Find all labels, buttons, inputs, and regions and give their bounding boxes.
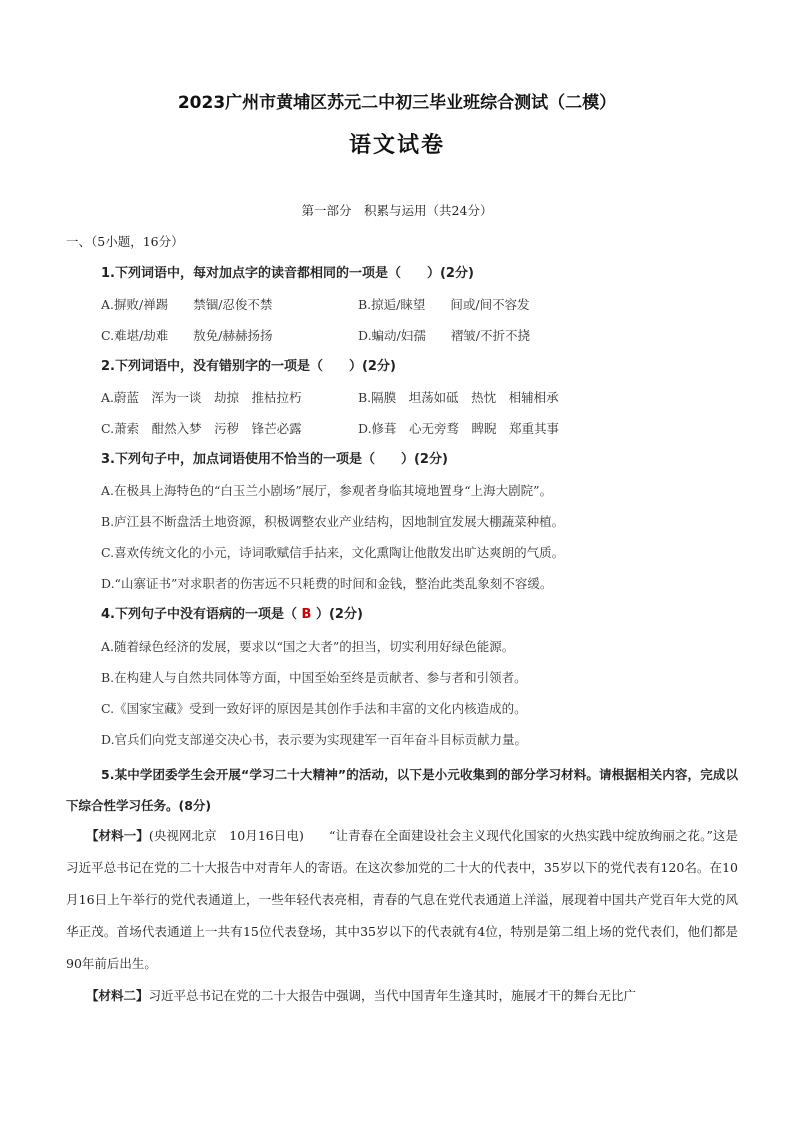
q4-stem-pre: 4.下列句子中没有语病的一项是（	[101, 607, 297, 622]
q3-option-b: B.庐江县不断盘活土地资源，积极调整农业产业结构，因地制宜发展大棚蔬菜种植。	[101, 514, 565, 529]
q4-option-b: B.在构建人与自然共同体等方面，中国至始至终是贡献者、参与者和引领者。	[101, 670, 527, 685]
material-1-label: 【材料一】	[86, 828, 149, 843]
part-heading: 第一部分 积累与运用（共24分）	[301, 203, 493, 218]
q1-option-a: A.摒败/禅踢 禁锢/忍俊不禁	[101, 297, 273, 312]
question-2-stem: 2.下列词语中，没有错别字的一项是（ ）(2分)	[101, 359, 396, 374]
q2-option-a: A.蔚蓝 浑为一谈 劫掠 推枯拉朽	[101, 390, 302, 405]
question-3-stem: 3.下列句子中，加点词语使用不恰当的一项是（ ）(2分)	[101, 452, 448, 467]
q4-stem-post: ）(2分)	[315, 607, 363, 622]
q1-option-b: B.掠逅/睐望 间或/间不容发	[358, 297, 530, 312]
q3-option-a: A.在极具上海特色的“白玉兰小剧场”展厅，参观者身临其境地置身“上海大剧院”。	[101, 483, 553, 498]
q2-option-c: C.萧索 酣然入梦 污秽 锋芒必露	[101, 421, 302, 436]
q4-option-d: D.官兵们向党支部递交决心书，表示要为实现建军一百年奋斗目标贡献力量。	[101, 732, 528, 747]
q4-answer: B	[301, 607, 312, 622]
exam-title: 2023广州市黄埔区苏元二中初三毕业班综合测试（二模）	[177, 93, 617, 113]
q4-option-c: C.《国家宝藏》受到一致好评的原因是其创作手法和丰富的文化内核造成的。	[101, 701, 527, 716]
q2-option-b: B.隔膜 坦荡如砥 热忱 相辅相承	[358, 390, 559, 405]
q3-option-d: D.“山寨证书”对求职者的伤害远不只耗费的时间和金钱，整治此类乱象刻不容缓。	[101, 576, 553, 591]
q4-option-a: A.随着绿色经济的发展，要求以“国之大者”的担当，切实利用好绿色能源。	[101, 639, 515, 654]
question-1-stem: 1.下列词语中，每对加点字的读音都相同的一项是（ ）(2分)	[101, 266, 474, 281]
material-1-text: (央视网北京 10月16日电) “让青春在全面建设社会主义现代化国家的火热实践中绽放绚丽之花。”这是习近平总书记在党的二十大报告中对青年人的寄语。在这次参加党的二十大的代表中，35岁以下的党代表有120名。在10月16日上午举行的党代表通道上，一些年轻代表亮相，青春的气息在党代表通道上洋溢，展现着中国共产党百年大党的风华正茂。首场代表通道上一共有15位代表登场，其中35岁以下的代表就有4位，特别是第二组上场的党代表们，他们都是90年前后出生。	[66, 828, 738, 971]
material-2-text: 习近平总书记在党的二十大报告中强调，当代中国青年生逢其时，施展才干的舞台无比广	[148, 988, 637, 1003]
exam-subtitle: 语文试卷	[348, 133, 445, 158]
question-4-stem	[101, 605, 363, 625]
material-2-label: 【材料二】	[86, 988, 149, 1003]
q1-option-c: C.难堪/劫难 敖免/赫赫扬扬	[101, 328, 273, 343]
q1-option-d: D.蝙动/妇孺 褶皱/不折不挠	[358, 328, 530, 343]
section-heading: 一、（5小题，16分）	[66, 234, 184, 249]
material-2	[66, 980, 738, 1012]
q2-option-d: D.修葺 心无旁骛 睥睨 郑重其事	[358, 421, 560, 436]
q3-option-c: C.喜欢传统文化的小元，诗词歌赋信手拈来，文化熏陶让他散发出旷达爽朗的气质。	[101, 545, 565, 560]
material-1	[66, 820, 738, 980]
question-5-stem: 5.某中学团委学生会开展“学习二十大精神”的活动，以下是小元收集到的部分学习材料。请根据相关内容，完成以下综合性学习任务。(8分)	[66, 767, 738, 813]
